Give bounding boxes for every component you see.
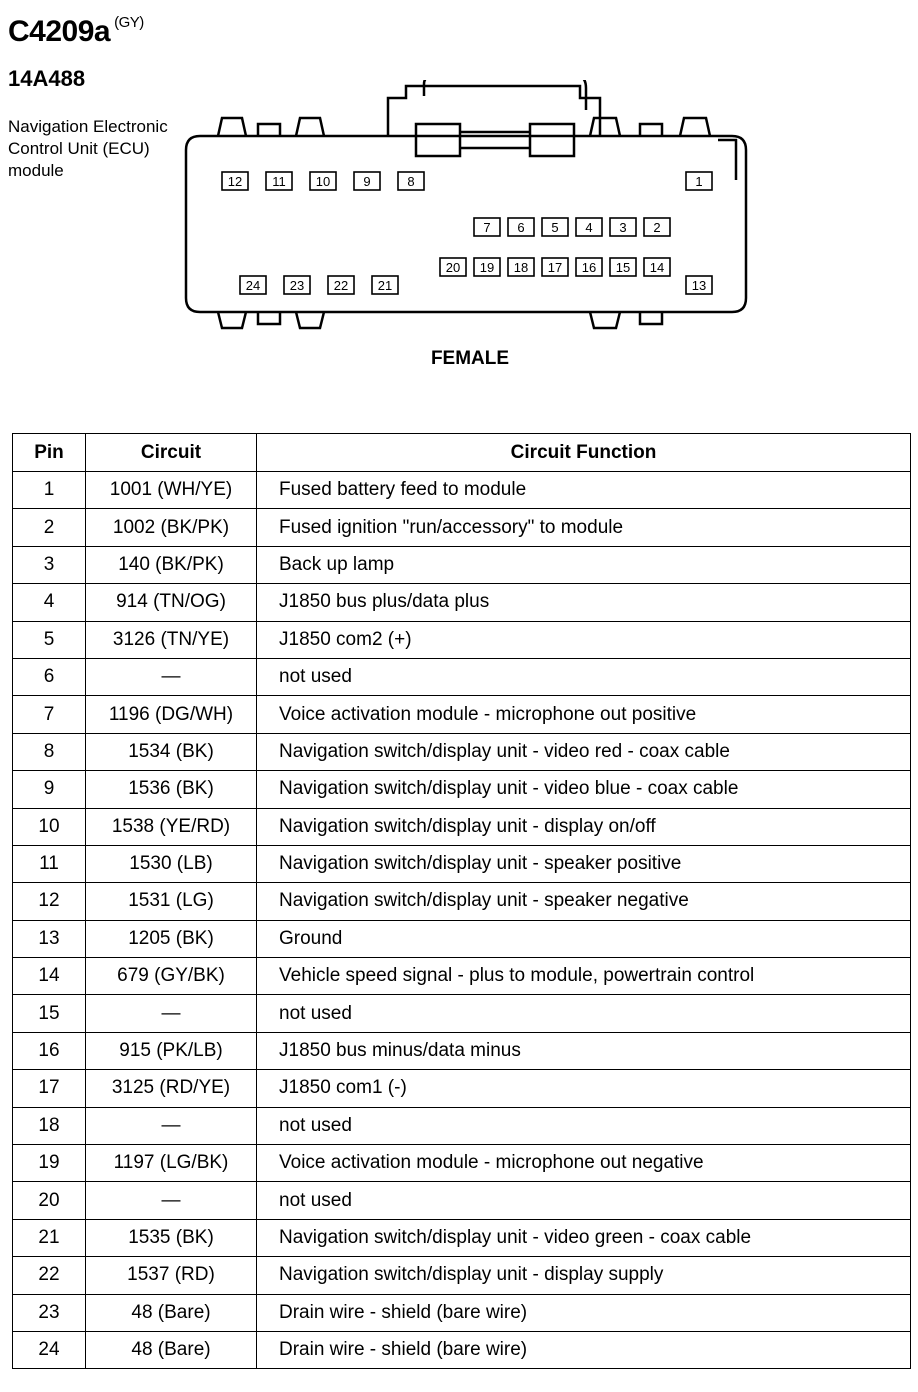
- function-cell: Navigation switch/display unit - display on/off: [257, 808, 911, 845]
- connector-pin-19: [474, 258, 500, 276]
- circuit-cell: 1537 (RD): [86, 1257, 257, 1294]
- circuit-cell: 1197 (LG/BK): [86, 1145, 257, 1182]
- circuit-cell: 1534 (BK): [86, 733, 257, 770]
- function-cell: J1850 bus plus/data plus: [257, 584, 911, 621]
- header-circuit: Circuit: [86, 434, 257, 472]
- pin-cell: 15: [13, 995, 86, 1032]
- circuit-cell: 1205 (BK): [86, 920, 257, 957]
- header-pin: Pin: [13, 434, 86, 472]
- circuit-cell: 1002 (BK/PK): [86, 509, 257, 546]
- pin-cell: 1: [13, 472, 86, 509]
- table-row: [13, 733, 911, 770]
- header-function: Circuit Function: [257, 434, 911, 472]
- table-row: [13, 546, 911, 583]
- circuit-cell: 48 (Bare): [86, 1331, 257, 1368]
- connector-pin-label: 21: [377, 278, 393, 293]
- connector-pin-17: [542, 258, 568, 276]
- connector-pin-label: 5: [551, 220, 559, 235]
- connector-pin-label: 6: [517, 220, 525, 235]
- table-row: [13, 845, 911, 882]
- table-row: [13, 472, 911, 509]
- connector-pin-label: 18: [513, 260, 529, 275]
- connector-pin-label: 7: [483, 220, 491, 235]
- connector-pin-label: 2: [653, 220, 661, 235]
- table-row: [13, 1331, 911, 1368]
- connector-pin-1: [686, 172, 712, 190]
- circuit-cell: 1535 (BK): [86, 1219, 257, 1256]
- pin-cell: 7: [13, 696, 86, 733]
- pin-cell: 18: [13, 1107, 86, 1144]
- connector-pin-20: [440, 258, 466, 276]
- connector-pin-label: 20: [445, 260, 461, 275]
- table-row: [13, 696, 911, 733]
- pin-cell: 2: [13, 509, 86, 546]
- circuit-cell: 915 (PK/LB): [86, 1032, 257, 1069]
- table-row: [13, 883, 911, 920]
- table-row: [13, 1219, 911, 1256]
- circuit-cell: 3126 (TN/YE): [86, 621, 257, 658]
- connector-pin-label: 10: [315, 174, 331, 189]
- function-cell: Vehicle speed signal - plus to module, powertrain control: [257, 958, 911, 995]
- function-cell: not used: [257, 995, 911, 1032]
- function-cell: Navigation switch/display unit - display supply: [257, 1257, 911, 1294]
- pin-cell: 10: [13, 808, 86, 845]
- table-row: [13, 808, 911, 845]
- circuit-cell: 3125 (RD/YE): [86, 1070, 257, 1107]
- function-cell: not used: [257, 658, 911, 695]
- table-header-row: [13, 434, 911, 472]
- connector-pin-16: [576, 258, 602, 276]
- connector-pin-21: [372, 276, 398, 294]
- circuit-cell: 1001 (WH/YE): [86, 472, 257, 509]
- connector-pin-8: [398, 172, 424, 190]
- table-row: [13, 920, 911, 957]
- connector-diagram: [170, 80, 760, 342]
- pin-cell: 17: [13, 1070, 86, 1107]
- circuit-cell: 914 (TN/OG): [86, 584, 257, 621]
- circuit-cell: —: [86, 658, 257, 695]
- connector-pin-23: [284, 276, 310, 294]
- connector-pin-5: [542, 218, 568, 236]
- pin-cell: 13: [13, 920, 86, 957]
- circuit-cell: 140 (BK/PK): [86, 546, 257, 583]
- table-row: [13, 1294, 911, 1331]
- circuit-cell: 679 (GY/BK): [86, 958, 257, 995]
- circuit-cell: 1531 (LG): [86, 883, 257, 920]
- pin-cell: 22: [13, 1257, 86, 1294]
- circuit-cell: 1196 (DG/WH): [86, 696, 257, 733]
- table-row: [13, 771, 911, 808]
- connector-pin-13: [686, 276, 712, 294]
- pin-cell: 19: [13, 1145, 86, 1182]
- circuit-cell: 48 (Bare): [86, 1294, 257, 1331]
- circuit-cell: —: [86, 1107, 257, 1144]
- table-row: [13, 1182, 911, 1219]
- connector-pin-6: [508, 218, 534, 236]
- function-cell: Navigation switch/display unit - speaker negative: [257, 883, 911, 920]
- connector-pin-label: 4: [585, 220, 593, 235]
- pin-table: [12, 433, 911, 1369]
- module-description: Navigation Electronic Control Unit (ECU) module: [8, 117, 168, 180]
- pin-cell: 4: [13, 584, 86, 621]
- function-cell: Drain wire - shield (bare wire): [257, 1294, 911, 1331]
- function-cell: Voice activation module - microphone out positive: [257, 696, 911, 733]
- connector-pin-label: 14: [649, 260, 665, 275]
- table-row: [13, 958, 911, 995]
- circuit-cell: —: [86, 995, 257, 1032]
- connector-pin-label: 11: [272, 174, 286, 189]
- table-row: [13, 1070, 911, 1107]
- connector-pin-layer: [222, 172, 712, 294]
- connector-pin-label: 23: [289, 278, 305, 293]
- connector-pin-label: 19: [479, 260, 495, 275]
- function-cell: Fused ignition "run/accessory" to module: [257, 509, 911, 546]
- function-cell: Fused battery feed to module: [257, 472, 911, 509]
- connector-pin-label: 8: [407, 174, 415, 189]
- pin-cell: 21: [13, 1219, 86, 1256]
- connector-latch: [388, 86, 600, 136]
- connector-pin-10: [310, 172, 336, 190]
- function-cell: Voice activation module - microphone out negative: [257, 1145, 911, 1182]
- connector-pin-3: [610, 218, 636, 236]
- table-row: [13, 1257, 911, 1294]
- circuit-cell: 1530 (LB): [86, 845, 257, 882]
- connector-color-code: (GY): [114, 14, 144, 31]
- connector-pin-18: [508, 258, 534, 276]
- connector-pin-label: 16: [581, 260, 597, 275]
- connector-pin-2: [644, 218, 670, 236]
- table-row: [13, 584, 911, 621]
- function-cell: Ground: [257, 920, 911, 957]
- connector-pin-15: [610, 258, 636, 276]
- pin-cell: 9: [13, 771, 86, 808]
- pin-cell: 3: [13, 546, 86, 583]
- connector-pin-label: 13: [691, 278, 707, 293]
- function-cell: Navigation switch/display unit - video green - coax cable: [257, 1219, 911, 1256]
- function-cell: J1850 com1 (-): [257, 1070, 911, 1107]
- pin-cell: 12: [13, 883, 86, 920]
- table-row: [13, 658, 911, 695]
- table-row: [13, 1145, 911, 1182]
- view-label: FEMALE: [430, 348, 510, 369]
- connector-pin-11: [266, 172, 292, 190]
- connector-pin-4: [576, 218, 602, 236]
- function-cell: not used: [257, 1107, 911, 1144]
- table-row: [13, 1107, 911, 1144]
- function-cell: not used: [257, 1182, 911, 1219]
- pin-cell: 20: [13, 1182, 86, 1219]
- circuit-cell: —: [86, 1182, 257, 1219]
- function-cell: Navigation switch/display unit - video blue - coax cable: [257, 771, 911, 808]
- connector-pin-7: [474, 218, 500, 236]
- connector-pin-label: 9: [363, 174, 371, 189]
- function-cell: J1850 bus minus/data minus: [257, 1032, 911, 1069]
- connector-pin-label: 17: [547, 260, 563, 275]
- pin-cell: 24: [13, 1331, 86, 1368]
- table-row: [13, 509, 911, 546]
- pin-cell: 6: [13, 658, 86, 695]
- function-cell: J1850 com2 (+): [257, 621, 911, 658]
- pin-cell: 8: [13, 733, 86, 770]
- connector-id: C4209a: [8, 15, 111, 48]
- pin-cell: 23: [13, 1294, 86, 1331]
- connector-pin-label: 1: [695, 174, 703, 189]
- part-number: 14A488: [8, 66, 86, 91]
- connector-pin-22: [328, 276, 354, 294]
- pin-cell: 5: [13, 621, 86, 658]
- table-row: [13, 1032, 911, 1069]
- circuit-cell: 1538 (YE/RD): [86, 808, 257, 845]
- connector-title: [8, 14, 144, 49]
- connector-pin-label: 3: [619, 220, 627, 235]
- connector-pin-label: 22: [333, 278, 349, 293]
- connector-pin-label: 12: [227, 174, 243, 189]
- circuit-cell: 1536 (BK): [86, 771, 257, 808]
- table-row: [13, 995, 911, 1032]
- pin-cell: 16: [13, 1032, 86, 1069]
- connector-pin-label: 24: [245, 278, 261, 293]
- function-cell: Navigation switch/display unit - video red - coax cable: [257, 733, 911, 770]
- connector-pin-9: [354, 172, 380, 190]
- function-cell: Back up lamp: [257, 546, 911, 583]
- connector-pin-24: [240, 276, 266, 294]
- function-cell: Navigation switch/display unit - speaker positive: [257, 845, 911, 882]
- pin-cell: 14: [13, 958, 86, 995]
- function-cell: Drain wire - shield (bare wire): [257, 1331, 911, 1368]
- connector-pin-14: [644, 258, 670, 276]
- connector-pin-label: 15: [615, 260, 631, 275]
- connector-pin-12: [222, 172, 248, 190]
- table-row: [13, 621, 911, 658]
- pin-cell: 11: [13, 845, 86, 882]
